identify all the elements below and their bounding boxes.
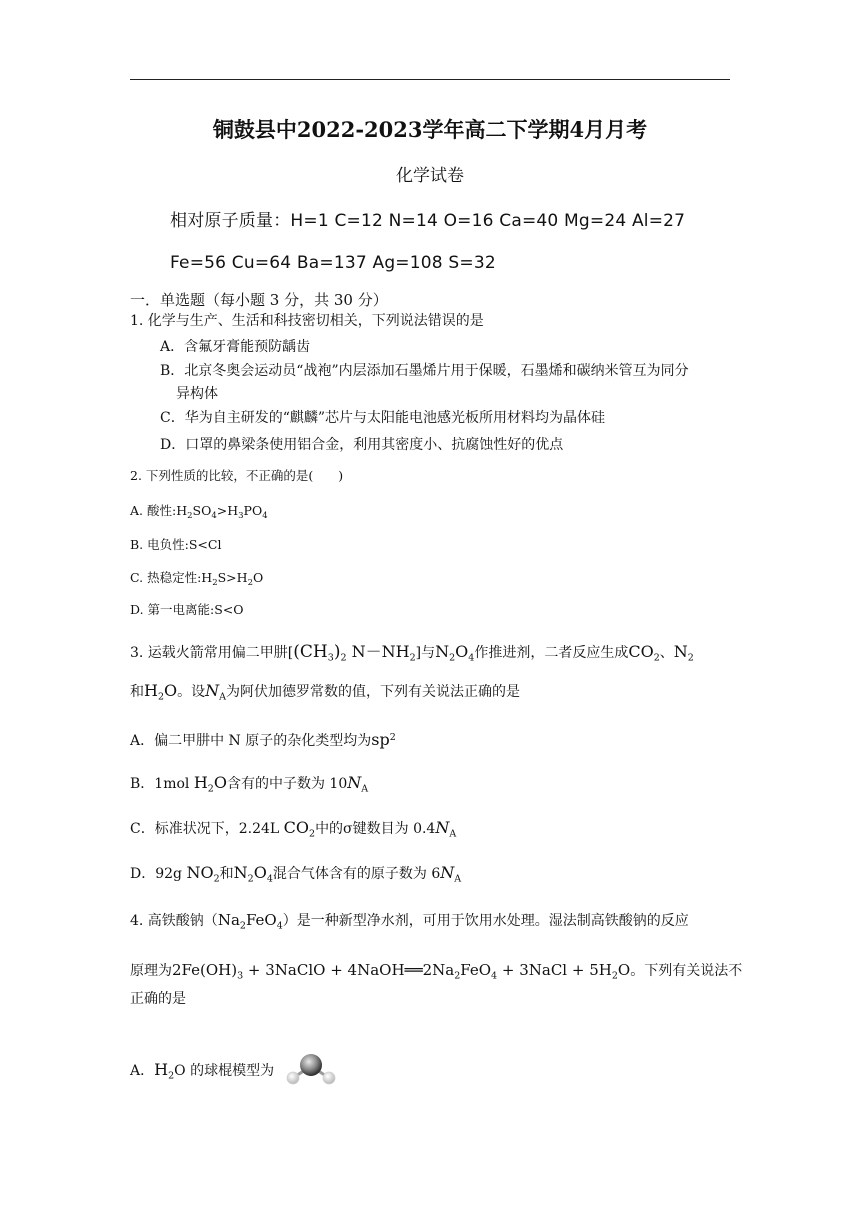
q2-option-c: C. 热稳定性$:H_2S>H_2O$ bbox=[130, 570, 264, 588]
q1-option-c: C．华为自主研发的“麒麟”芯片与太阳能电池感光板所用材料均为晶体硅 bbox=[160, 410, 606, 426]
q3-option-d: D．92g $NO_2$和$N_2O_4$混合气体含有的原子数为 $6N_A$ bbox=[130, 863, 462, 885]
q2-option-a: A. 酸性$:H_2SO_4>H_3PO_4$ bbox=[130, 503, 268, 521]
q1-option-a: A．含氟牙膏能预防龋齿 bbox=[160, 339, 311, 355]
water-molecule-ball-stick-icon bbox=[279, 1050, 343, 1092]
q4-stem-line2: 原理为$2Fe(OH)_3$ + 3NaClO + $4NaOH══2Na_2FeO_4$ + 3NaCl + $5H_2O$。下列有关说法不 bbox=[130, 961, 743, 982]
q1-option-b-line2: 异构体 bbox=[176, 386, 218, 402]
q2-option-d: D. 第一电离能:S<O bbox=[130, 602, 244, 617]
section-heading: 一．单选题（每小题 3 分，共 30 分） bbox=[130, 291, 388, 309]
atomic-mass-line-1: 相对原子质量：H=1 C=12 N=14 O=16 Ca=40 Mg=24 Al=27 bbox=[170, 211, 686, 231]
exam-subtitle: 化学试卷 bbox=[396, 166, 464, 186]
q3-stem-line2: 和$H_2O$。设$N_A$为阿伏加德罗常数的值，下列有关说法正确的是 bbox=[130, 681, 521, 703]
q4-stem-line3: 正确的是 bbox=[130, 991, 186, 1007]
exam-title: 铜鼓县中2022-2023学年高二下学期4月月考 bbox=[212, 117, 648, 142]
q4-stem-line1: 4. 高铁酸钠$(Na_2FeO_4)$是一种新型净水剂，可用于饮用水处理。湿法制高铁酸钠的反应 bbox=[130, 911, 689, 932]
q1-option-d: D．口罩的鼻梁条使用铝合金，利用其密度小、抗腐蚀性好的优点 bbox=[160, 437, 564, 453]
q1-stem: 1. 化学与生产、生活和科技密切相关，下列说法错误的是 bbox=[130, 313, 484, 329]
atomic-mass-line-2: Fe=56 Cu=64 Ba=137 Ag=108 S=32 bbox=[170, 253, 496, 273]
q3-option-a: A．偏二甲肼中 N 原子的杂化类型均为$sp^2$ bbox=[130, 730, 396, 749]
header-rule bbox=[130, 79, 730, 80]
q4-option-a: A．$H_2O$ 的球棍模型为 bbox=[130, 1050, 343, 1092]
q2-stem: 2. 下列性质的比较，不正确的是( ) bbox=[130, 468, 344, 483]
q3-option-b: B．1mol $H_2O$含有的中子数为 $10N_A$ bbox=[130, 773, 369, 795]
q2-option-b: B. 电负性:S<Cl bbox=[130, 537, 222, 552]
q3-option-c: C．标准状况下，2.24L $CO_2$中的σ键数目为 $0.4N_A$ bbox=[130, 818, 457, 840]
q3-stem-line1: 3. 运载火箭常用偏二甲肼[$(CH_3)_2$ $N-NH_2$]与$N_2O_4$作推进剂，二者反应生成$CO_2$、$N_2$ bbox=[130, 642, 694, 664]
q1-option-b-line1: B．北京冬奥会运动员“战袍”内层添加石墨烯片用于保暖，石墨烯和碳纳米管互为同分 bbox=[160, 363, 689, 379]
